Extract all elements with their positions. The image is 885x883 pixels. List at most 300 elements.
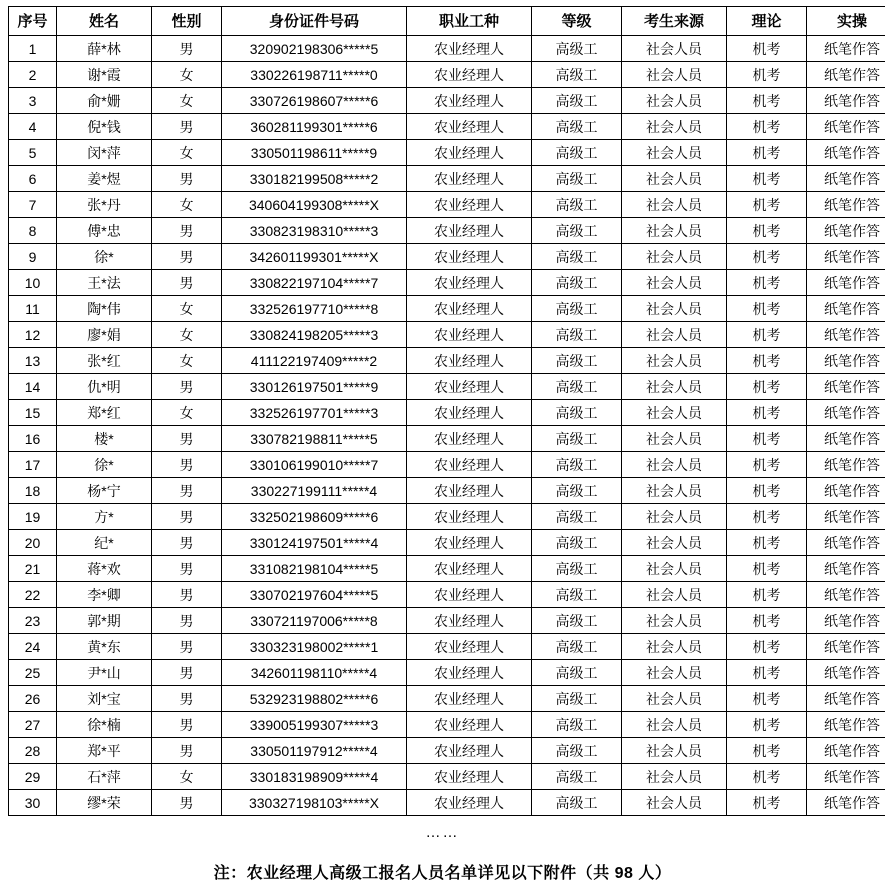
- column-header-candidate-source: 考生来源: [622, 7, 727, 36]
- cell-level: 高级工: [532, 634, 622, 660]
- cell-occupation: 农业经理人: [407, 140, 532, 166]
- cell-practical: 纸笔作答: [807, 322, 885, 348]
- cell-practical: 纸笔作答: [807, 62, 885, 88]
- cell-id-number: 332526197710*****8: [222, 296, 407, 322]
- cell-index: 12: [9, 322, 57, 348]
- cell-gender: 女: [152, 140, 222, 166]
- cell-name: 傅*忠: [57, 218, 152, 244]
- cell-candidate-source: 社会人员: [622, 426, 727, 452]
- table-row: [9, 790, 885, 816]
- cell-candidate-source: 社会人员: [622, 114, 727, 140]
- cell-gender: 女: [152, 322, 222, 348]
- cell-theory: 机考: [727, 582, 807, 608]
- cell-practical: 纸笔作答: [807, 270, 885, 296]
- cell-id-number: 330227199111*****4: [222, 478, 407, 504]
- cell-name: 王*法: [57, 270, 152, 296]
- cell-gender: 男: [152, 36, 222, 62]
- table-row: [9, 452, 885, 478]
- cell-name: 刘*宝: [57, 686, 152, 712]
- footnote-text: 注：农业经理人高级工报名人员名单详见以下附件（共 98 人）: [8, 846, 877, 883]
- cell-theory: 机考: [727, 764, 807, 790]
- cell-practical: 纸笔作答: [807, 634, 885, 660]
- cell-name: 缪*荣: [57, 790, 152, 816]
- cell-index: 29: [9, 764, 57, 790]
- cell-theory: 机考: [727, 452, 807, 478]
- cell-occupation: 农业经理人: [407, 790, 532, 816]
- cell-practical: 纸笔作答: [807, 556, 885, 582]
- cell-candidate-source: 社会人员: [622, 478, 727, 504]
- table-row: [9, 244, 885, 270]
- cell-id-number: 330501198611*****9: [222, 140, 407, 166]
- cell-theory: 机考: [727, 322, 807, 348]
- cell-gender: 男: [152, 166, 222, 192]
- cell-index: 23: [9, 608, 57, 634]
- cell-index: 10: [9, 270, 57, 296]
- cell-occupation: 农业经理人: [407, 296, 532, 322]
- cell-index: 24: [9, 634, 57, 660]
- cell-theory: 机考: [727, 608, 807, 634]
- table-row: [9, 400, 885, 426]
- cell-gender: 女: [152, 192, 222, 218]
- cell-occupation: 农业经理人: [407, 608, 532, 634]
- cell-candidate-source: 社会人员: [622, 712, 727, 738]
- cell-theory: 机考: [727, 244, 807, 270]
- cell-index: 28: [9, 738, 57, 764]
- cell-id-number: 340604199308*****X: [222, 192, 407, 218]
- cell-gender: 女: [152, 62, 222, 88]
- cell-candidate-source: 社会人员: [622, 790, 727, 816]
- cell-id-number: 330124197501*****4: [222, 530, 407, 556]
- cell-name: 廖*娟: [57, 322, 152, 348]
- cell-level: 高级工: [532, 114, 622, 140]
- continuation-ellipsis: ……: [8, 816, 877, 846]
- cell-candidate-source: 社会人员: [622, 764, 727, 790]
- cell-occupation: 农业经理人: [407, 270, 532, 296]
- cell-practical: 纸笔作答: [807, 36, 885, 62]
- cell-candidate-source: 社会人员: [622, 218, 727, 244]
- cell-index: 16: [9, 426, 57, 452]
- cell-practical: 纸笔作答: [807, 764, 885, 790]
- cell-theory: 机考: [727, 374, 807, 400]
- cell-name: 谢*霞: [57, 62, 152, 88]
- cell-index: 22: [9, 582, 57, 608]
- cell-candidate-source: 社会人员: [622, 88, 727, 114]
- cell-id-number: 330106199010*****7: [222, 452, 407, 478]
- cell-practical: 纸笔作答: [807, 374, 885, 400]
- cell-level: 高级工: [532, 322, 622, 348]
- table-row: [9, 270, 885, 296]
- cell-candidate-source: 社会人员: [622, 374, 727, 400]
- cell-name: 杨*宁: [57, 478, 152, 504]
- cell-level: 高级工: [532, 348, 622, 374]
- cell-index: 17: [9, 452, 57, 478]
- column-header-theory: 理论: [727, 7, 807, 36]
- table-row: [9, 36, 885, 62]
- cell-name: 郑*红: [57, 400, 152, 426]
- cell-occupation: 农业经理人: [407, 764, 532, 790]
- cell-occupation: 农业经理人: [407, 660, 532, 686]
- cell-gender: 女: [152, 88, 222, 114]
- cell-occupation: 农业经理人: [407, 400, 532, 426]
- cell-candidate-source: 社会人员: [622, 738, 727, 764]
- cell-practical: 纸笔作答: [807, 192, 885, 218]
- cell-candidate-source: 社会人员: [622, 634, 727, 660]
- cell-level: 高级工: [532, 400, 622, 426]
- table-row: [9, 712, 885, 738]
- cell-practical: 纸笔作答: [807, 660, 885, 686]
- table-row: [9, 218, 885, 244]
- cell-occupation: 农业经理人: [407, 686, 532, 712]
- cell-candidate-source: 社会人员: [622, 530, 727, 556]
- cell-practical: 纸笔作答: [807, 530, 885, 556]
- cell-occupation: 农业经理人: [407, 504, 532, 530]
- cell-theory: 机考: [727, 62, 807, 88]
- cell-candidate-source: 社会人员: [622, 192, 727, 218]
- cell-practical: 纸笔作答: [807, 88, 885, 114]
- column-header-occupation: 职业工种: [407, 7, 532, 36]
- cell-occupation: 农业经理人: [407, 712, 532, 738]
- cell-gender: 男: [152, 426, 222, 452]
- cell-level: 高级工: [532, 426, 622, 452]
- cell-level: 高级工: [532, 764, 622, 790]
- table-row: [9, 608, 885, 634]
- column-header-index: 序号: [9, 7, 57, 36]
- table-row: [9, 764, 885, 790]
- cell-level: 高级工: [532, 296, 622, 322]
- cell-id-number: 332526197701*****3: [222, 400, 407, 426]
- cell-name: 姜*煜: [57, 166, 152, 192]
- cell-id-number: 360281199301*****6: [222, 114, 407, 140]
- cell-gender: 男: [152, 114, 222, 140]
- cell-name: 徐*: [57, 452, 152, 478]
- cell-candidate-source: 社会人员: [622, 504, 727, 530]
- table-row: [9, 296, 885, 322]
- table-header-row: [9, 7, 885, 36]
- cell-id-number: 342601199301*****X: [222, 244, 407, 270]
- cell-practical: 纸笔作答: [807, 166, 885, 192]
- cell-candidate-source: 社会人员: [622, 296, 727, 322]
- cell-name: 仇*明: [57, 374, 152, 400]
- cell-name: 张*丹: [57, 192, 152, 218]
- cell-gender: 女: [152, 296, 222, 322]
- cell-occupation: 农业经理人: [407, 452, 532, 478]
- cell-name: 纪*: [57, 530, 152, 556]
- cell-gender: 女: [152, 400, 222, 426]
- table-header: [9, 7, 885, 36]
- cell-gender: 男: [152, 270, 222, 296]
- cell-occupation: 农业经理人: [407, 738, 532, 764]
- cell-id-number: 330183198909*****4: [222, 764, 407, 790]
- cell-practical: 纸笔作答: [807, 504, 885, 530]
- cell-gender: 男: [152, 790, 222, 816]
- cell-gender: 男: [152, 686, 222, 712]
- cell-occupation: 农业经理人: [407, 374, 532, 400]
- cell-name: 李*卿: [57, 582, 152, 608]
- cell-id-number: 330823198310*****3: [222, 218, 407, 244]
- cell-gender: 男: [152, 634, 222, 660]
- column-header-level: 等级: [532, 7, 622, 36]
- cell-name: 石*萍: [57, 764, 152, 790]
- cell-practical: 纸笔作答: [807, 218, 885, 244]
- cell-name: 徐*楠: [57, 712, 152, 738]
- cell-name: 黄*东: [57, 634, 152, 660]
- candidate-roster-table: [8, 6, 885, 816]
- cell-level: 高级工: [532, 478, 622, 504]
- cell-index: 7: [9, 192, 57, 218]
- cell-name: 薛*林: [57, 36, 152, 62]
- cell-gender: 男: [152, 452, 222, 478]
- cell-index: 1: [9, 36, 57, 62]
- cell-index: 14: [9, 374, 57, 400]
- cell-level: 高级工: [532, 556, 622, 582]
- table-row: [9, 660, 885, 686]
- cell-name: 陶*伟: [57, 296, 152, 322]
- cell-occupation: 农业经理人: [407, 62, 532, 88]
- cell-theory: 机考: [727, 504, 807, 530]
- cell-theory: 机考: [727, 712, 807, 738]
- cell-name: 闵*萍: [57, 140, 152, 166]
- cell-index: 20: [9, 530, 57, 556]
- cell-id-number: 330782198811*****5: [222, 426, 407, 452]
- table-row: [9, 348, 885, 374]
- cell-gender: 女: [152, 348, 222, 374]
- cell-id-number: 330327198103*****X: [222, 790, 407, 816]
- cell-level: 高级工: [532, 62, 622, 88]
- cell-theory: 机考: [727, 166, 807, 192]
- cell-theory: 机考: [727, 556, 807, 582]
- cell-occupation: 农业经理人: [407, 556, 532, 582]
- cell-id-number: 339005199307*****3: [222, 712, 407, 738]
- cell-id-number: 330182199508*****2: [222, 166, 407, 192]
- cell-gender: 男: [152, 738, 222, 764]
- cell-id-number: 532923198802*****6: [222, 686, 407, 712]
- cell-gender: 男: [152, 478, 222, 504]
- cell-id-number: 330702197604*****5: [222, 582, 407, 608]
- cell-occupation: 农业经理人: [407, 322, 532, 348]
- cell-name: 俞*姗: [57, 88, 152, 114]
- cell-candidate-source: 社会人员: [622, 556, 727, 582]
- table-row: [9, 426, 885, 452]
- cell-candidate-source: 社会人员: [622, 166, 727, 192]
- cell-level: 高级工: [532, 660, 622, 686]
- cell-theory: 机考: [727, 88, 807, 114]
- cell-index: 21: [9, 556, 57, 582]
- cell-occupation: 农业经理人: [407, 244, 532, 270]
- table-row: [9, 192, 885, 218]
- cell-theory: 机考: [727, 140, 807, 166]
- cell-gender: 男: [152, 582, 222, 608]
- cell-practical: 纸笔作答: [807, 712, 885, 738]
- cell-gender: 男: [152, 556, 222, 582]
- cell-practical: 纸笔作答: [807, 400, 885, 426]
- cell-index: 26: [9, 686, 57, 712]
- cell-id-number: 330501197912*****4: [222, 738, 407, 764]
- cell-id-number: 330721197006*****8: [222, 608, 407, 634]
- cell-practical: 纸笔作答: [807, 790, 885, 816]
- cell-candidate-source: 社会人员: [622, 36, 727, 62]
- table-row: [9, 478, 885, 504]
- cell-theory: 机考: [727, 738, 807, 764]
- cell-id-number: 342601198110*****4: [222, 660, 407, 686]
- table-row: [9, 504, 885, 530]
- cell-index: 9: [9, 244, 57, 270]
- cell-level: 高级工: [532, 374, 622, 400]
- cell-candidate-source: 社会人员: [622, 270, 727, 296]
- table-row: [9, 738, 885, 764]
- cell-theory: 机考: [727, 36, 807, 62]
- cell-level: 高级工: [532, 504, 622, 530]
- cell-practical: 纸笔作答: [807, 348, 885, 374]
- cell-name: 方*: [57, 504, 152, 530]
- cell-candidate-source: 社会人员: [622, 660, 727, 686]
- table-body: [9, 36, 885, 816]
- cell-name: 尹*山: [57, 660, 152, 686]
- cell-index: 11: [9, 296, 57, 322]
- cell-level: 高级工: [532, 452, 622, 478]
- cell-candidate-source: 社会人员: [622, 452, 727, 478]
- cell-practical: 纸笔作答: [807, 738, 885, 764]
- cell-occupation: 农业经理人: [407, 426, 532, 452]
- cell-theory: 机考: [727, 192, 807, 218]
- cell-candidate-source: 社会人员: [622, 582, 727, 608]
- cell-id-number: 331082198104*****5: [222, 556, 407, 582]
- cell-gender: 男: [152, 530, 222, 556]
- cell-theory: 机考: [727, 270, 807, 296]
- cell-level: 高级工: [532, 270, 622, 296]
- cell-index: 13: [9, 348, 57, 374]
- cell-id-number: 320902198306*****5: [222, 36, 407, 62]
- cell-id-number: 330822197104*****7: [222, 270, 407, 296]
- cell-id-number: 330226198711*****0: [222, 62, 407, 88]
- cell-name: 徐*: [57, 244, 152, 270]
- table-row: [9, 374, 885, 400]
- cell-practical: 纸笔作答: [807, 114, 885, 140]
- cell-occupation: 农业经理人: [407, 36, 532, 62]
- table-row: [9, 62, 885, 88]
- cell-index: 2: [9, 62, 57, 88]
- cell-occupation: 农业经理人: [407, 478, 532, 504]
- cell-name: 楼*: [57, 426, 152, 452]
- cell-level: 高级工: [532, 36, 622, 62]
- cell-candidate-source: 社会人员: [622, 348, 727, 374]
- cell-theory: 机考: [727, 478, 807, 504]
- cell-candidate-source: 社会人员: [622, 400, 727, 426]
- cell-theory: 机考: [727, 790, 807, 816]
- cell-occupation: 农业经理人: [407, 348, 532, 374]
- cell-index: 6: [9, 166, 57, 192]
- cell-index: 8: [9, 218, 57, 244]
- cell-id-number: 330824198205*****3: [222, 322, 407, 348]
- table-row: [9, 140, 885, 166]
- cell-level: 高级工: [532, 712, 622, 738]
- cell-candidate-source: 社会人员: [622, 244, 727, 270]
- cell-level: 高级工: [532, 244, 622, 270]
- cell-level: 高级工: [532, 218, 622, 244]
- cell-index: 27: [9, 712, 57, 738]
- cell-name: 郑*平: [57, 738, 152, 764]
- cell-index: 19: [9, 504, 57, 530]
- column-header-id-number: 身份证件号码: [222, 7, 407, 36]
- cell-level: 高级工: [532, 790, 622, 816]
- cell-name: 张*红: [57, 348, 152, 374]
- cell-practical: 纸笔作答: [807, 686, 885, 712]
- column-header-practical: 实操: [807, 7, 885, 36]
- cell-level: 高级工: [532, 738, 622, 764]
- table-row: [9, 686, 885, 712]
- cell-candidate-source: 社会人员: [622, 140, 727, 166]
- cell-occupation: 农业经理人: [407, 530, 532, 556]
- cell-candidate-source: 社会人员: [622, 62, 727, 88]
- cell-theory: 机考: [727, 114, 807, 140]
- cell-occupation: 农业经理人: [407, 166, 532, 192]
- cell-gender: 男: [152, 504, 222, 530]
- cell-occupation: 农业经理人: [407, 192, 532, 218]
- cell-index: 5: [9, 140, 57, 166]
- cell-practical: 纸笔作答: [807, 582, 885, 608]
- table-row: [9, 322, 885, 348]
- cell-occupation: 农业经理人: [407, 88, 532, 114]
- table-row: [9, 88, 885, 114]
- cell-gender: 男: [152, 218, 222, 244]
- column-header-name: 姓名: [57, 7, 152, 36]
- cell-candidate-source: 社会人员: [622, 686, 727, 712]
- cell-index: 3: [9, 88, 57, 114]
- cell-name: 郭*期: [57, 608, 152, 634]
- cell-name: 蒋*欢: [57, 556, 152, 582]
- table-row: [9, 634, 885, 660]
- cell-level: 高级工: [532, 608, 622, 634]
- cell-id-number: 332502198609*****6: [222, 504, 407, 530]
- cell-level: 高级工: [532, 140, 622, 166]
- cell-occupation: 农业经理人: [407, 634, 532, 660]
- cell-theory: 机考: [727, 400, 807, 426]
- cell-level: 高级工: [532, 582, 622, 608]
- cell-candidate-source: 社会人员: [622, 322, 727, 348]
- cell-level: 高级工: [532, 530, 622, 556]
- cell-index: 30: [9, 790, 57, 816]
- column-header-gender: 性别: [152, 7, 222, 36]
- cell-theory: 机考: [727, 686, 807, 712]
- table-row: [9, 556, 885, 582]
- cell-index: 18: [9, 478, 57, 504]
- cell-theory: 机考: [727, 426, 807, 452]
- cell-practical: 纸笔作答: [807, 478, 885, 504]
- cell-theory: 机考: [727, 530, 807, 556]
- cell-level: 高级工: [532, 192, 622, 218]
- cell-theory: 机考: [727, 218, 807, 244]
- cell-theory: 机考: [727, 296, 807, 322]
- cell-practical: 纸笔作答: [807, 608, 885, 634]
- cell-theory: 机考: [727, 348, 807, 374]
- cell-gender: 男: [152, 374, 222, 400]
- cell-gender: 男: [152, 712, 222, 738]
- cell-level: 高级工: [532, 166, 622, 192]
- cell-name: 倪*钱: [57, 114, 152, 140]
- cell-practical: 纸笔作答: [807, 296, 885, 322]
- cell-practical: 纸笔作答: [807, 244, 885, 270]
- table-row: [9, 114, 885, 140]
- cell-gender: 男: [152, 608, 222, 634]
- table-row: [9, 530, 885, 556]
- cell-level: 高级工: [532, 88, 622, 114]
- cell-candidate-source: 社会人员: [622, 608, 727, 634]
- cell-theory: 机考: [727, 660, 807, 686]
- cell-occupation: 农业经理人: [407, 218, 532, 244]
- table-row: [9, 166, 885, 192]
- cell-gender: 女: [152, 764, 222, 790]
- cell-index: 15: [9, 400, 57, 426]
- cell-id-number: 330126197501*****9: [222, 374, 407, 400]
